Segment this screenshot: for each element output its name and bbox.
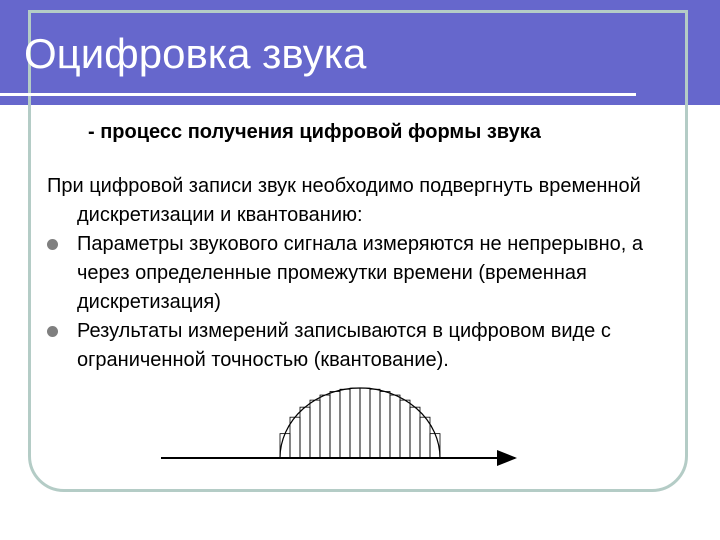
sample-bar <box>420 417 430 458</box>
bullet-dot-icon <box>47 239 58 250</box>
sample-bar <box>320 395 330 458</box>
sample-bar <box>370 389 380 458</box>
bullet-item-2 <box>47 317 667 375</box>
sample-bar <box>410 407 420 458</box>
sample-bar <box>350 388 360 458</box>
sample-bar <box>290 417 300 458</box>
sample-bar <box>330 392 340 458</box>
bullet-text-2: Результаты измерений записываются в цифровом виде с ограниченной точностью (квантование). <box>77 320 611 371</box>
slide-body <box>47 172 667 375</box>
sample-bar <box>300 407 310 458</box>
title-underline <box>0 93 636 96</box>
bullet-dot-icon <box>47 326 58 337</box>
sample-bar <box>380 392 390 458</box>
sampling-diagram <box>155 380 525 470</box>
slide-subtitle: - процесс получения цифровой формы звука <box>88 121 541 143</box>
bullet-text-1: Параметры звукового сигнала измеряются не непрерывно, а через определенные промежутки времени (временная дискретизация) <box>77 233 643 313</box>
sample-bar <box>360 388 370 458</box>
intro-paragraph: При цифровой записи звук необходимо подвергнуть временной дискретизации и квантованию: <box>47 175 641 226</box>
sample-bar <box>310 400 320 458</box>
quantization-steps <box>280 388 440 458</box>
sample-bar <box>390 395 400 458</box>
slide-title: Оцифровка звука <box>24 30 367 77</box>
sample-bar <box>400 400 410 458</box>
sample-bar <box>340 389 350 458</box>
bullet-item-1 <box>47 230 667 317</box>
